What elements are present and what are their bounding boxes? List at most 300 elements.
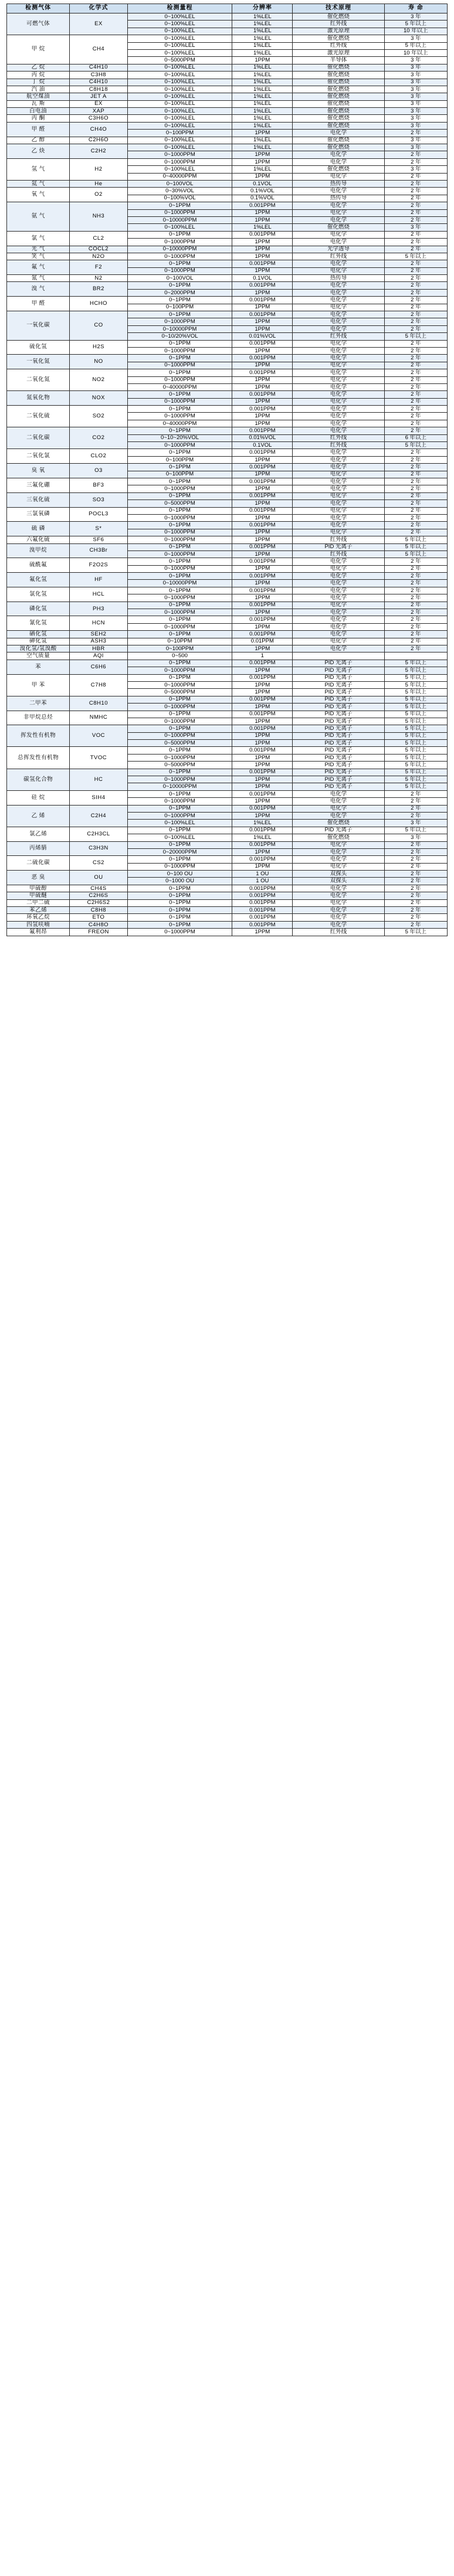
cell-resolution: 1 — [232, 653, 293, 660]
cell-resolution: 1%LEL — [232, 100, 293, 107]
cell-technology: 热传导 — [293, 275, 384, 282]
cell-gas: 二氧化氮 — [7, 369, 70, 391]
cell-life: 5 年以上 — [384, 689, 447, 696]
table-row — [7, 260, 448, 267]
cell-life: 2 年 — [384, 507, 447, 514]
cell-gas: 挥发性有机物 — [7, 725, 70, 747]
cell-resolution: 0.001PPM — [232, 311, 293, 318]
table-row — [7, 86, 448, 93]
cell-gas: 乙 烯 — [7, 805, 70, 827]
cell-formula: CH4O — [70, 122, 127, 137]
cell-technology: 电化学 — [293, 471, 384, 478]
cell-formula: C7H8 — [70, 674, 127, 696]
cell-range: 0~100%LEL — [127, 86, 232, 93]
cell-range: 0~100%LEL — [127, 108, 232, 115]
cell-range: 0~1000PPM — [127, 267, 232, 274]
cell-resolution: 0.001PPM — [232, 202, 293, 209]
cell-range: 0~10000PPM — [127, 325, 232, 332]
cell-resolution: 0.001PPM — [232, 340, 293, 347]
cell-range: 0~1000PPM — [127, 253, 232, 260]
cell-life: 5 年以上 — [384, 681, 447, 688]
table-row — [7, 202, 448, 209]
cell-technology: 电化学 — [293, 921, 384, 928]
cell-range: 0~10000PPM — [127, 246, 232, 253]
cell-life: 3 年 — [384, 144, 447, 151]
cell-range: 0~100%LEL — [127, 166, 232, 173]
cell-technology: 激光原理 — [293, 49, 384, 56]
cell-range: 0~1000PPM — [127, 239, 232, 246]
cell-range: 0~10000PPM — [127, 216, 232, 223]
cell-life: 5 年以上 — [384, 667, 447, 674]
cell-technology: 激光原理 — [293, 28, 384, 35]
cell-range: 0~100PPM — [127, 456, 232, 463]
cell-technology: 电化学 — [293, 216, 384, 223]
table-row — [7, 747, 448, 754]
cell-range: 0~10PPM — [127, 638, 232, 645]
cell-life: 5 年以上 — [384, 747, 447, 754]
cell-technology: 电化学 — [293, 297, 384, 304]
cell-technology: 电化学 — [293, 565, 384, 572]
cell-life: 2 年 — [384, 130, 447, 137]
cell-technology: 电化学 — [293, 812, 384, 819]
table-row — [7, 543, 448, 550]
cell-formula: AQI — [70, 653, 127, 660]
cell-life: 2 年 — [384, 246, 447, 253]
cell-range: 0~1000PPM — [127, 704, 232, 711]
cell-formula: F2O2S — [70, 558, 127, 573]
gas-detection-spec-sheet — [0, 4, 454, 936]
cell-gas: 四氢呋喃 — [7, 921, 70, 928]
cell-resolution: 0.001PPM — [232, 601, 293, 609]
cell-range: 0~30%VOL — [127, 188, 232, 195]
cell-resolution: 1%LEL — [232, 49, 293, 56]
cell-formula: F2 — [70, 260, 127, 275]
cell-technology: PID 光离子 — [293, 725, 384, 732]
cell-life: 2 年 — [384, 863, 447, 870]
cell-technology: 电化学 — [293, 580, 384, 587]
table-row — [7, 841, 448, 848]
table-row — [7, 827, 448, 834]
cell-range: 0~40000PPM — [127, 383, 232, 390]
cell-range: 0~1PPM — [127, 921, 232, 928]
cell-life: 2 年 — [384, 239, 447, 246]
cell-life: 2 年 — [384, 449, 447, 456]
cell-resolution: 1PPM — [232, 623, 293, 630]
cell-technology: 半导体 — [293, 57, 384, 64]
cell-life: 2 年 — [384, 638, 447, 645]
cell-technology: 电化学 — [293, 500, 384, 507]
table-row — [7, 144, 448, 151]
cell-range: 0~1PPM — [127, 202, 232, 209]
cell-technology: 催化燃烧 — [293, 834, 384, 841]
cell-technology: 电化学 — [293, 558, 384, 565]
cell-life: 5 年以上 — [384, 442, 447, 449]
cell-resolution: 0.001PPM — [232, 492, 293, 499]
cell-range: 0~100%LEL — [127, 224, 232, 231]
cell-resolution: 0.001PPM — [232, 660, 293, 667]
cell-gas: 总挥发性有机物 — [7, 747, 70, 769]
cell-technology: 热传导 — [293, 195, 384, 202]
cell-life: 5 年以上 — [384, 762, 447, 769]
table-row — [7, 108, 448, 115]
cell-formula: C2H6O — [70, 137, 127, 144]
cell-technology: 电化学 — [293, 289, 384, 296]
cell-technology: 电化学 — [293, 573, 384, 580]
cell-resolution: 1%LEL — [232, 35, 293, 42]
cell-life: 2 年 — [384, 478, 447, 485]
cell-gas: 二甲苯 — [7, 696, 70, 711]
cell-life: 2 年 — [384, 216, 447, 223]
cell-life: 2 年 — [384, 209, 447, 216]
cell-resolution: 0.001PPM — [232, 427, 293, 434]
cell-technology: 电化学 — [293, 188, 384, 195]
cell-technology: 红外线 — [293, 442, 384, 449]
cell-range: 0~1000PPM — [127, 362, 232, 369]
cell-resolution: 1PPM — [232, 485, 293, 492]
cell-resolution: 1PPM — [232, 536, 293, 543]
cell-resolution: 1PPM — [232, 239, 293, 246]
cell-technology: 热传导 — [293, 180, 384, 187]
cell-resolution: 1PPM — [232, 704, 293, 711]
cell-resolution: 1%LEL — [232, 28, 293, 35]
cell-life: 2 年 — [384, 514, 447, 521]
cell-life: 2 年 — [384, 173, 447, 180]
cell-life: 2 年 — [384, 464, 447, 471]
cell-formula: C2H4 — [70, 805, 127, 827]
cell-gas: 白电油 — [7, 108, 70, 115]
cell-resolution: 1PPM — [232, 173, 293, 180]
cell-formula: C3H8 — [70, 72, 127, 79]
cell-technology: 催化燃烧 — [293, 72, 384, 79]
cell-technology: 电化学 — [293, 209, 384, 216]
cell-resolution: 0.001PPM — [232, 805, 293, 812]
table-row — [7, 231, 448, 238]
cell-resolution: 1%LEL — [232, 93, 293, 100]
table-row — [7, 929, 448, 936]
cell-formula: ASH3 — [70, 638, 127, 645]
cell-resolution: 1PPM — [232, 383, 293, 390]
table-row — [7, 464, 448, 471]
cell-range: 0~1000PPM — [127, 529, 232, 536]
cell-technology: 电化学 — [293, 798, 384, 805]
cell-life: 2 年 — [384, 383, 447, 390]
table-row — [7, 406, 448, 413]
table-row — [7, 725, 448, 732]
cell-gas: 二硫化碳 — [7, 856, 70, 871]
cell-range: 0~1000PPM — [127, 398, 232, 405]
cell-range: 0~1PPM — [127, 231, 232, 238]
cell-technology: 电化学 — [293, 383, 384, 390]
cell-formula: C6H6 — [70, 660, 127, 674]
cell-range: 0~100%LEL — [127, 13, 232, 21]
cell-resolution: 1PPM — [232, 420, 293, 427]
cell-technology: PID 光离子 — [293, 681, 384, 688]
cell-life: 2 年 — [384, 885, 447, 892]
cell-technology: 电化学 — [293, 907, 384, 914]
cell-range: 0~100VOL — [127, 180, 232, 187]
cell-resolution: 0.001PPM — [232, 522, 293, 529]
cell-life: 3 年 — [384, 13, 447, 21]
cell-resolution: 1PPM — [232, 718, 293, 725]
cell-life: 2 年 — [384, 406, 447, 413]
cell-gas: 二氧化碳 — [7, 427, 70, 449]
cell-life: 5 年以上 — [384, 711, 447, 718]
cell-formula: ETO — [70, 914, 127, 921]
cell-resolution: 1PPM — [232, 413, 293, 420]
cell-technology: PID 光离子 — [293, 667, 384, 674]
cell-technology: 电化学 — [293, 311, 384, 318]
cell-resolution: 1%LEL — [232, 72, 293, 79]
table-row — [7, 914, 448, 921]
cell-formula: OU — [70, 871, 127, 885]
cell-resolution: 0.001PPM — [232, 464, 293, 471]
cell-technology: 电化学 — [293, 841, 384, 848]
cell-range: 0~10000PPM — [127, 580, 232, 587]
cell-gas: 碳氢化合物 — [7, 769, 70, 790]
cell-resolution: 1PPM — [232, 609, 293, 616]
cell-resolution: 0.1VOL — [232, 442, 293, 449]
cell-formula: C2H3CL — [70, 827, 127, 841]
cell-life: 5 年以上 — [384, 769, 447, 776]
table-row — [7, 921, 448, 928]
cell-resolution: 1PPM — [232, 550, 293, 558]
cell-life: 2 年 — [384, 631, 447, 638]
cell-range: 0~1000PPM — [127, 609, 232, 616]
cell-range: 0~1000PPM — [127, 536, 232, 543]
table-row — [7, 253, 448, 260]
cell-range: 0~1PPM — [127, 696, 232, 703]
cell-life: 5 年以上 — [384, 21, 447, 28]
table-row — [7, 660, 448, 667]
table-row — [7, 122, 448, 129]
cell-technology: PID 光离子 — [293, 689, 384, 696]
cell-technology: 电化学 — [293, 522, 384, 529]
cell-range: 0~1PPM — [127, 725, 232, 732]
cell-gas: 非甲烷总烃 — [7, 711, 70, 725]
table-row — [7, 522, 448, 529]
cell-range: 0~100%LEL — [127, 93, 232, 100]
cell-life: 3 年 — [384, 57, 447, 64]
cell-technology: 电化学 — [293, 805, 384, 812]
cell-range: 0~1PPM — [127, 805, 232, 812]
cell-technology: 电化学 — [293, 594, 384, 601]
cell-range: 0~1PPM — [127, 449, 232, 456]
cell-technology: PID 光离子 — [293, 718, 384, 725]
cell-resolution: 1PPM — [232, 216, 293, 223]
cell-resolution: 0.001PPM — [232, 921, 293, 928]
cell-resolution: 0.001PPM — [232, 507, 293, 514]
table-row — [7, 587, 448, 594]
cell-life: 3 年 — [384, 137, 447, 144]
cell-gas: 甲硫醚 — [7, 892, 70, 899]
cell-gas: 硒化氢 — [7, 631, 70, 638]
cell-formula: CO — [70, 311, 127, 341]
cell-gas: 丙烯腈 — [7, 841, 70, 856]
cell-range: 0~1PPM — [127, 427, 232, 434]
cell-life: 5 年以上 — [384, 704, 447, 711]
cell-resolution: 0.001PPM — [232, 587, 293, 594]
cell-life: 2 年 — [384, 921, 447, 928]
cell-resolution: 1PPM — [232, 783, 293, 790]
cell-range: 0~1PPM — [127, 478, 232, 485]
cell-resolution: 1%LEL — [232, 144, 293, 151]
cell-range: 0~1PPM — [127, 522, 232, 529]
cell-formula: N2O — [70, 253, 127, 260]
cell-range: 0~2000PPM — [127, 289, 232, 296]
cell-range: 0~1000PPM — [127, 681, 232, 688]
cell-gas: 汽 油 — [7, 86, 70, 93]
cell-resolution: 1PPM — [232, 398, 293, 405]
cell-life: 2 年 — [384, 158, 447, 165]
cell-technology: 电化学 — [293, 318, 384, 325]
cell-formula: N2 — [70, 275, 127, 282]
cell-resolution: 0.001PPM — [232, 282, 293, 289]
cell-technology: 催化燃烧 — [293, 86, 384, 93]
cell-gas: 硫酰氟 — [7, 558, 70, 573]
cell-life: 5 年以上 — [384, 333, 447, 340]
cell-technology: 电化学 — [293, 173, 384, 180]
cell-life: 2 年 — [384, 195, 447, 202]
cell-resolution: 0.001PPM — [232, 769, 293, 776]
cell-technology: 电化学 — [293, 376, 384, 383]
cell-technology: 电化学 — [293, 325, 384, 332]
cell-technology: 电化学 — [293, 601, 384, 609]
cell-range: 0~1000PPM — [127, 565, 232, 572]
cell-technology: 电化学 — [293, 282, 384, 289]
cell-technology: 电化学 — [293, 790, 384, 797]
cell-life: 3 年 — [384, 115, 447, 122]
cell-life: 3 年 — [384, 64, 447, 71]
table-row — [7, 188, 448, 195]
cell-formula: COCL2 — [70, 246, 127, 253]
cell-range: 0~1000 OU — [127, 878, 232, 885]
table-row — [7, 856, 448, 863]
cell-range: 0~1000PPM — [127, 929, 232, 936]
cell-formula: CLO2 — [70, 449, 127, 464]
cell-life: 2 年 — [384, 347, 447, 354]
cell-life: 2 年 — [384, 492, 447, 499]
cell-gas: 环氧乙烷 — [7, 914, 70, 921]
cell-range: 0~100%LEL — [127, 820, 232, 827]
cell-technology: PID 光离子 — [293, 762, 384, 769]
cell-technology: 电化学 — [293, 427, 384, 434]
cell-life: 2 年 — [384, 812, 447, 819]
cell-life: 2 年 — [384, 573, 447, 580]
cell-technology: 红外线 — [293, 929, 384, 936]
cell-technology: 电化学 — [293, 856, 384, 863]
cell-technology: 电化学 — [293, 863, 384, 870]
cell-resolution: 1%LEL — [232, 137, 293, 144]
cell-life: 2 年 — [384, 180, 447, 187]
cell-gas: 氟利昂 — [7, 929, 70, 936]
cell-resolution: 1PPM — [232, 812, 293, 819]
cell-technology: 红外线 — [293, 333, 384, 340]
gas-spec-table — [6, 4, 448, 936]
cell-life: 5 年以上 — [384, 536, 447, 543]
cell-life: 3 年 — [384, 834, 447, 841]
cell-technology: 催化燃烧 — [293, 93, 384, 100]
table-row — [7, 696, 448, 703]
cell-technology: 电化学 — [293, 413, 384, 420]
table-row — [7, 492, 448, 499]
cell-formula: BF3 — [70, 478, 127, 493]
table-row — [7, 616, 448, 623]
table-row — [7, 115, 448, 122]
cell-range: 0~1PPM — [127, 369, 232, 376]
cell-range: 0~1000PPM — [127, 812, 232, 819]
cell-technology: PID 光离子 — [293, 660, 384, 667]
table-row — [7, 558, 448, 565]
cell-technology: 催化燃烧 — [293, 64, 384, 71]
cell-range: 0~1PPM — [127, 769, 232, 776]
cell-formula: SIH4 — [70, 790, 127, 805]
cell-gas: 甲 苯 — [7, 674, 70, 696]
cell-resolution: 1PPM — [232, 848, 293, 855]
cell-life: 3 年 — [384, 108, 447, 115]
cell-gas: 三氟化硼 — [7, 478, 70, 493]
cell-life: 5 年以上 — [384, 718, 447, 725]
table-row — [7, 653, 448, 660]
cell-resolution: 1%LEL — [232, 820, 293, 827]
cell-formula: HC — [70, 769, 127, 790]
table-row — [7, 573, 448, 580]
cell-technology: 催化燃烧 — [293, 820, 384, 827]
cell-range: 0~1000PPM — [127, 550, 232, 558]
cell-life: 5 年以上 — [384, 740, 447, 747]
cell-technology: 电化学 — [293, 492, 384, 499]
table-row — [7, 536, 448, 543]
cell-range: 0~1PPM — [127, 899, 232, 906]
cell-life: 2 年 — [384, 427, 447, 434]
cell-life: 3 年 — [384, 100, 447, 107]
cell-technology: PID 光离子 — [293, 740, 384, 747]
table-row — [7, 391, 448, 398]
cell-range: 0~1PPM — [127, 907, 232, 914]
cell-life: 5 年以上 — [384, 253, 447, 260]
cell-technology: 电化学 — [293, 406, 384, 413]
cell-formula: POCL3 — [70, 507, 127, 522]
cell-gas: 笑 气 — [7, 253, 70, 260]
cell-range: 0~1000PPM — [127, 732, 232, 739]
cell-range: 0~100%LEL — [127, 35, 232, 42]
cell-life: 2 年 — [384, 522, 447, 529]
cell-life: 5 年以上 — [384, 754, 447, 761]
cell-resolution: 0.1%VOL — [232, 188, 293, 195]
cell-gas: 氨 气 — [7, 202, 70, 232]
cell-resolution: 1PPM — [232, 151, 293, 158]
cell-life: 10 年以上 — [384, 28, 447, 35]
cell-technology: 电化学 — [293, 231, 384, 238]
table-row — [7, 638, 448, 645]
cell-life: 10 年以上 — [384, 49, 447, 56]
cell-range: 0~1000PPM — [127, 594, 232, 601]
cell-resolution: 0.001PPM — [232, 631, 293, 638]
cell-technology: 电化学 — [293, 151, 384, 158]
cell-resolution: 1%LEL — [232, 834, 293, 841]
cell-life: 2 年 — [384, 420, 447, 427]
cell-formula: C2H6S2 — [70, 899, 127, 906]
cell-life: 3 年 — [384, 93, 447, 100]
cell-range: 0~5000PPM — [127, 57, 232, 64]
cell-technology: 电化学 — [293, 899, 384, 906]
cell-life: 2 年 — [384, 798, 447, 805]
cell-life: 5 年以上 — [384, 929, 447, 936]
cell-resolution: 1PPM — [232, 376, 293, 383]
cell-technology: 电化学 — [293, 347, 384, 354]
cell-range: 0~100PPM — [127, 645, 232, 652]
table-row — [7, 282, 448, 289]
cell-resolution: 1%LEL — [232, 21, 293, 28]
